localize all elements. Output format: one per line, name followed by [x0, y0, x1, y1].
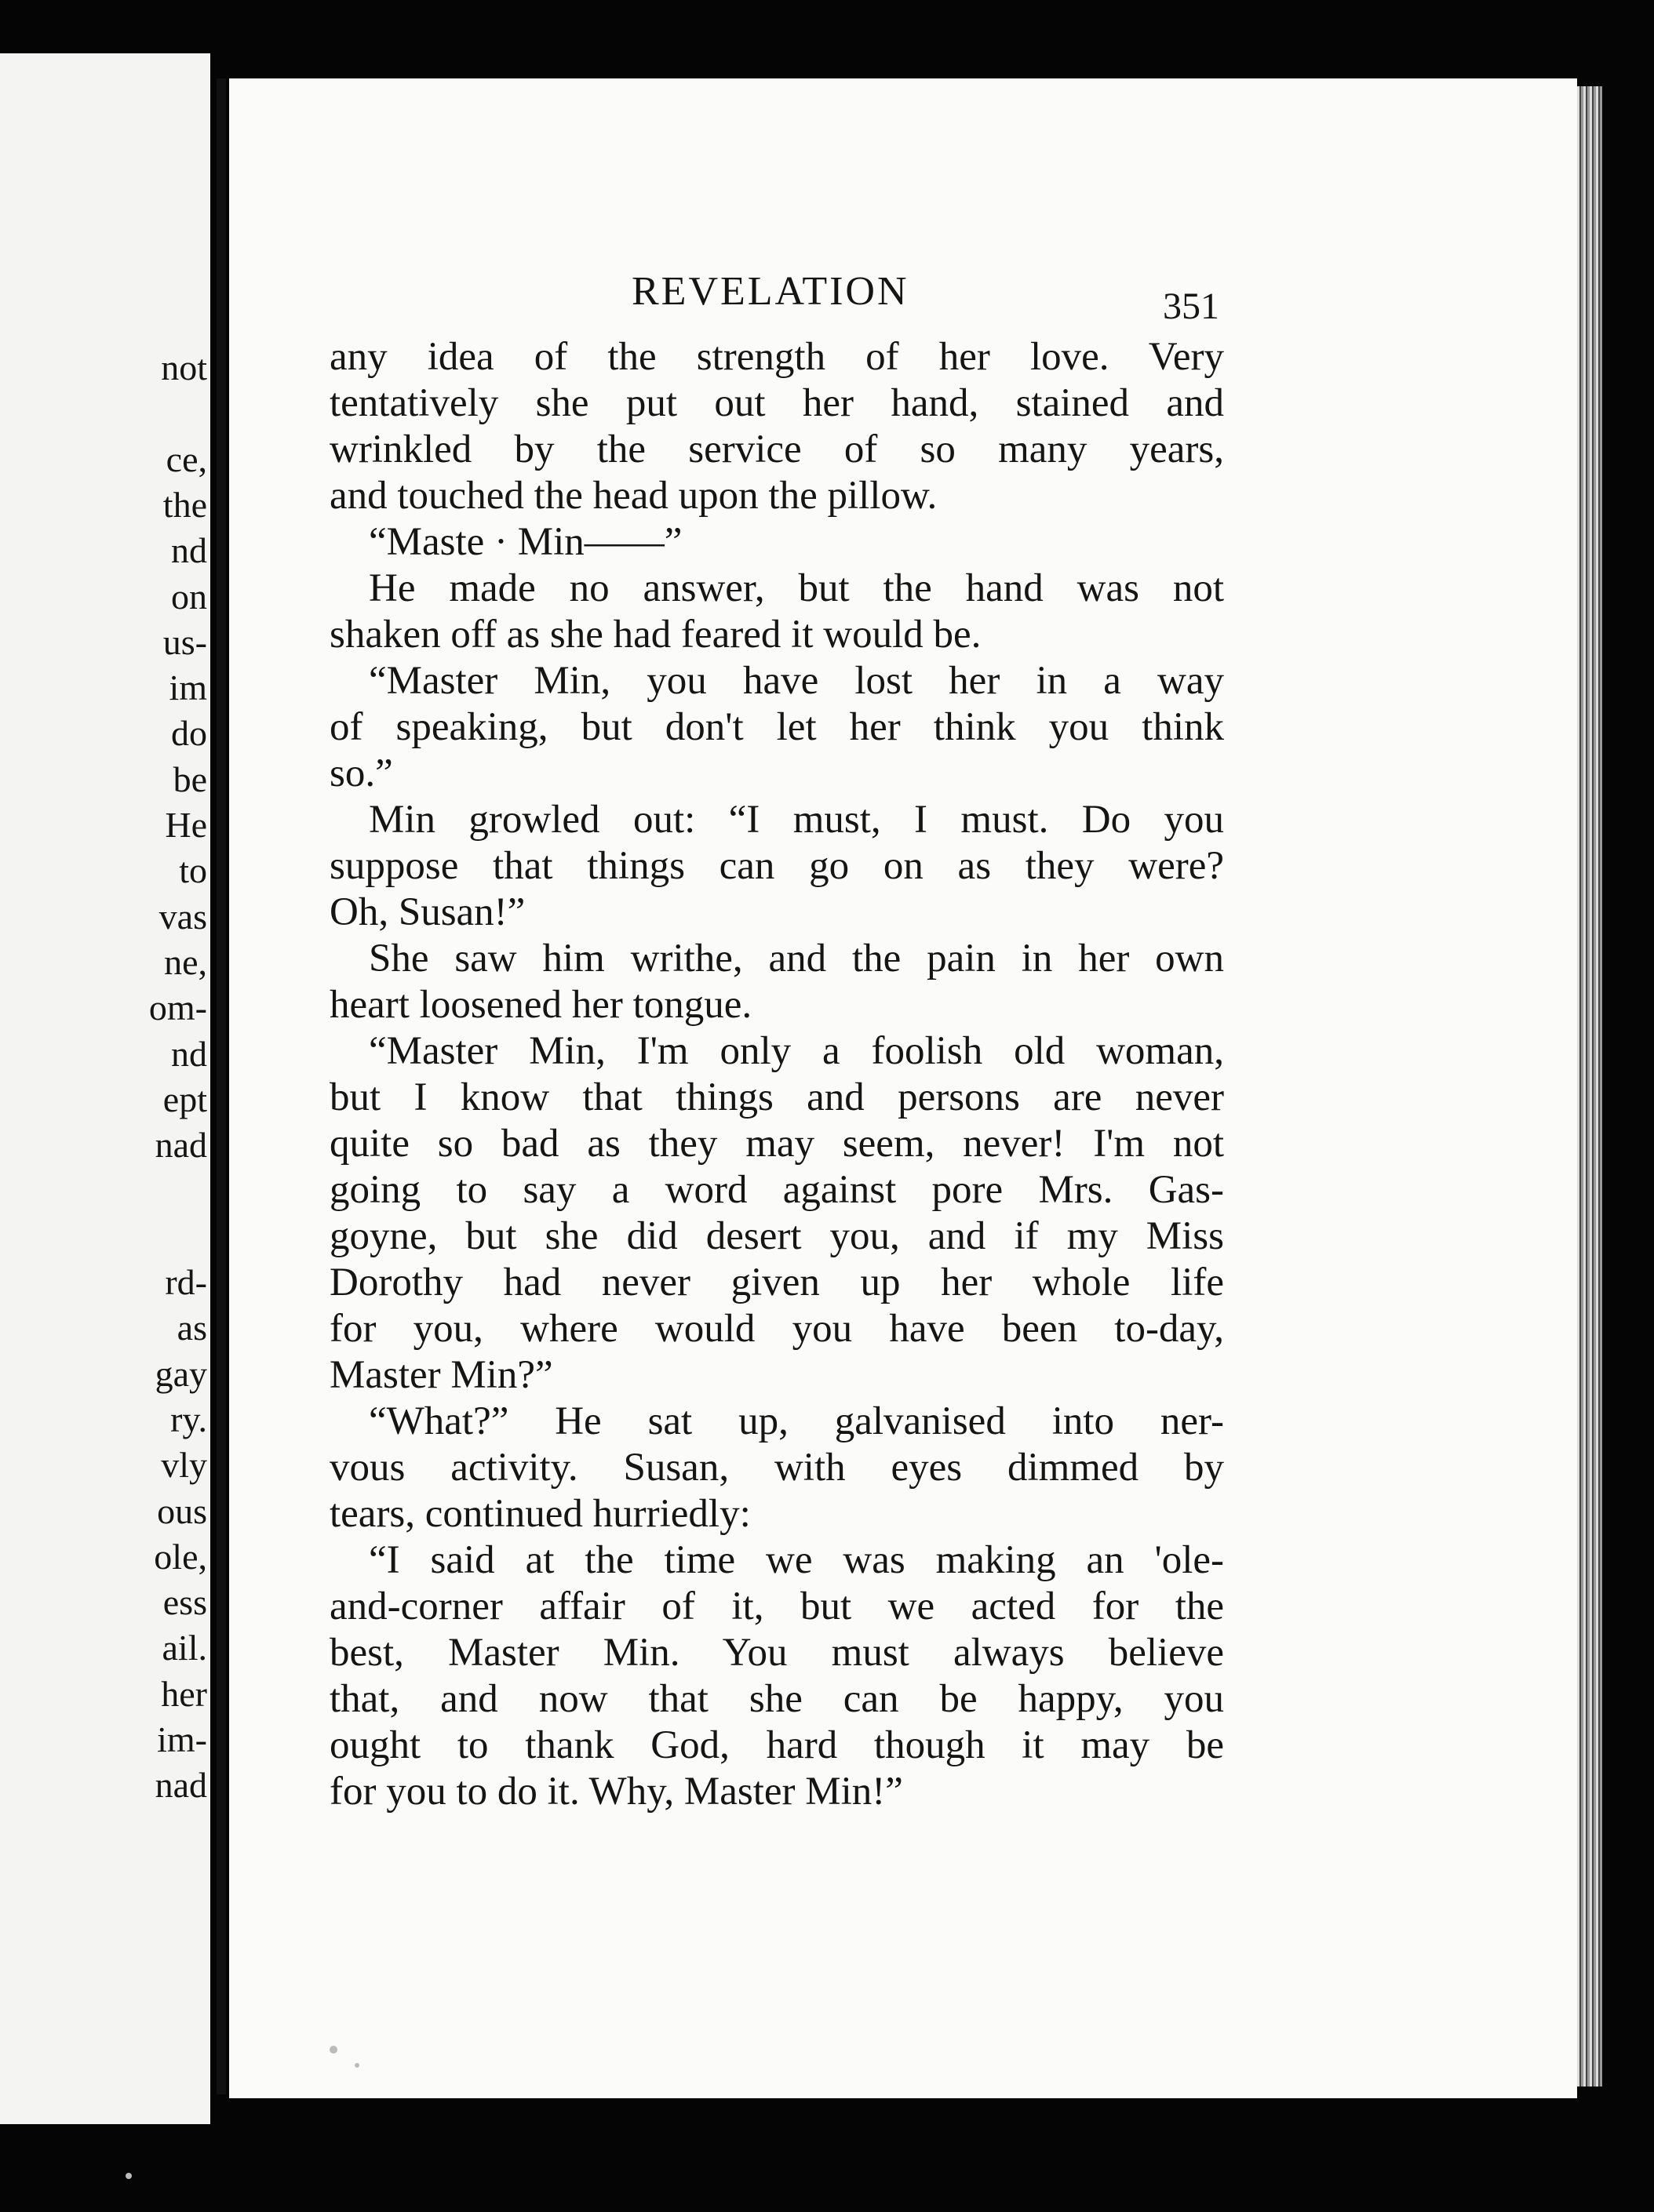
text-line: “I said at the time we was making an 'ole- [369, 1538, 1224, 1582]
text-line: best, Master Min. You must always believe [330, 1631, 1224, 1675]
running-head: REVELATION [632, 269, 909, 314]
text-line: for you, where would you have been to-day, [330, 1307, 1224, 1351]
text-line: “Maste · Min——” [369, 520, 683, 564]
text-line: any idea of the strength of her love. Very [330, 335, 1224, 379]
text-line: that, and now that she can be happy, you [330, 1677, 1224, 1721]
text-line: ought to thank God, hard though it may be [330, 1723, 1224, 1767]
text-line: wrinkled by the service of so many years, [330, 427, 1224, 471]
left-page-line: om- [148, 988, 207, 1028]
text-line: “Master Min, you have lost her in a way [369, 659, 1224, 703]
left-page [0, 53, 210, 2124]
dust-speck [355, 2063, 359, 2068]
text-line: and-corner affair of it, but we acted for the [330, 1584, 1224, 1628]
left-page-line: nd [171, 530, 207, 571]
text-line: quite so bad as they may seem, never! I'm not [330, 1122, 1224, 1166]
left-page-line: vas [158, 896, 207, 937]
left-page-line: im- [157, 1719, 207, 1759]
page-edge [1577, 86, 1602, 2086]
dust-speck [126, 2173, 132, 2179]
left-page-line: as [177, 1308, 207, 1348]
left-page-line: ole, [154, 1536, 207, 1577]
left-page-line: ne, [164, 941, 207, 982]
text-line: but I know that things and persons are never [330, 1075, 1224, 1119]
text-line: Dorothy had never given up her whole life [330, 1261, 1224, 1304]
left-page-line: her [161, 1673, 207, 1714]
gutter-line [217, 78, 226, 2094]
text-line: suppose that things can go on as they were? [330, 844, 1224, 888]
text-line: Oh, Susan!” [330, 890, 526, 934]
left-page-line: nad [155, 1765, 207, 1806]
text-line: heart loosened her tongue. [330, 983, 752, 1027]
left-page-line: gay [155, 1353, 207, 1394]
text-line: “Master Min, I'm only a foolish old woman, [369, 1029, 1224, 1073]
text-line: vous activity. Susan, with eyes dimmed by [330, 1446, 1224, 1490]
left-page-line: on [171, 576, 207, 617]
left-page-line: be [173, 759, 207, 799]
text-line: She saw him writhe, and the pain in her own [369, 937, 1224, 980]
text-line: Master Min?” [330, 1353, 553, 1397]
text-line: tentatively she put out her hand, stained and [330, 381, 1224, 425]
left-page-line: ept [162, 1079, 207, 1119]
text-line: Min growled out: “I must, I must. Do you [369, 798, 1224, 842]
text-line: goyne, but she did desert you, and if my Miss [330, 1214, 1224, 1258]
left-page-line: vly [161, 1445, 207, 1486]
left-page-line: to [179, 850, 207, 891]
text-line: of speaking, but don't let her think you think [330, 705, 1224, 749]
left-page-line: rd- [165, 1262, 207, 1302]
dust-speck [330, 2046, 337, 2054]
page-number: 351 [1163, 286, 1219, 327]
text-line: tears, continued hurriedly: [330, 1492, 751, 1536]
left-page-line: He [165, 805, 207, 845]
left-page-line: im [169, 668, 207, 708]
left-page-line: do [171, 713, 207, 754]
left-page-line: ry. [170, 1399, 207, 1439]
left-page-line: nd [171, 1033, 207, 1074]
left-page-line: ce, [166, 438, 207, 479]
text-line: going to say a word against pore Mrs. Gas- [330, 1168, 1224, 1212]
text-line: shaken off as she had feared it would be. [330, 613, 982, 657]
text-line: for you to do it. Why, Master Min!” [330, 1770, 903, 1814]
left-page-line: not [161, 347, 207, 387]
left-page-line: us- [162, 621, 207, 662]
left-page-line: ail. [162, 1628, 207, 1668]
text-line: He made no answer, but the hand was not [369, 566, 1224, 610]
left-page-line: ess [162, 1582, 207, 1623]
left-page-line: the [162, 484, 207, 525]
text-line: and touched the head upon the pillow. [330, 474, 938, 518]
left-page-line: nad [155, 1125, 207, 1166]
text-line: “What?” He sat up, galvanised into ner- [369, 1399, 1224, 1443]
left-page-line: ous [157, 1490, 207, 1531]
text-line: so.” [330, 751, 393, 795]
